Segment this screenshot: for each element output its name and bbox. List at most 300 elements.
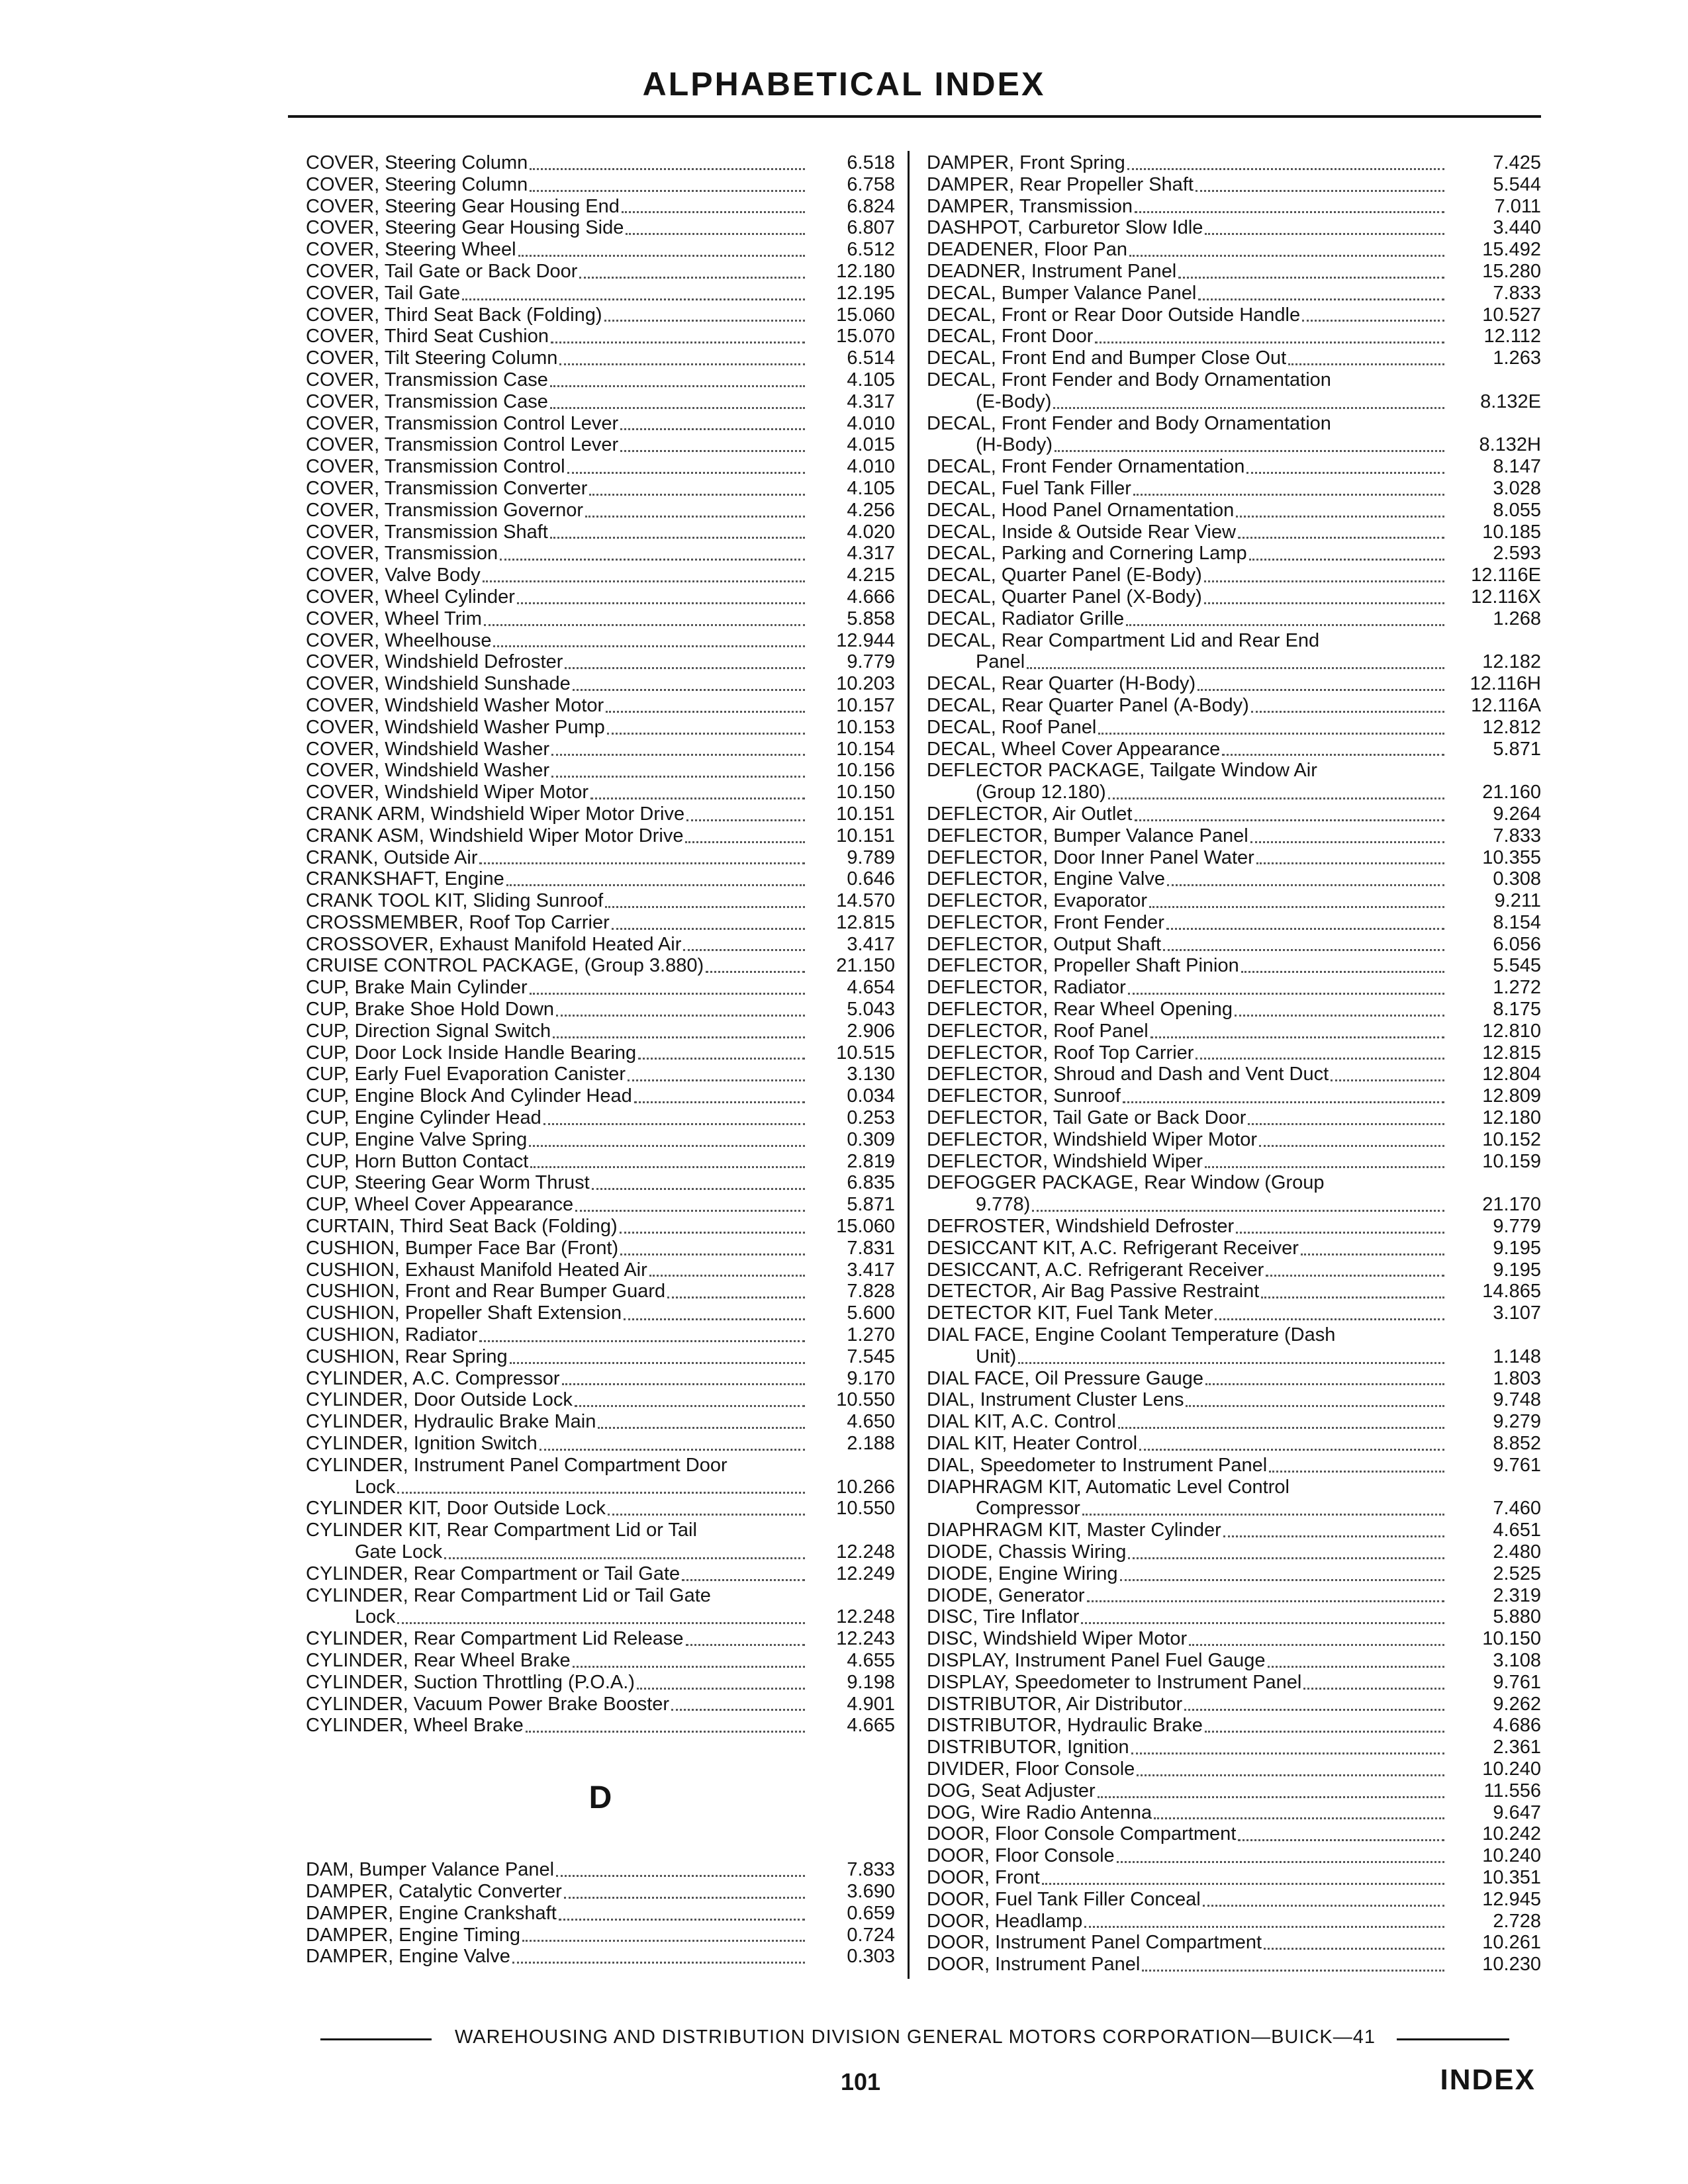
- entry-name: COVER, Transmission Control: [306, 456, 565, 478]
- dot-leader: [1042, 1883, 1444, 1885]
- entry-name: DAMPER, Front Spring: [927, 152, 1125, 173]
- entry-name: DIODE, Engine Wiring: [927, 1563, 1118, 1584]
- index-entry: [306, 1694, 895, 1715]
- entry-page-ref: 7.831: [847, 1237, 895, 1259]
- dot-leader: [550, 407, 805, 409]
- index-entry: [927, 586, 1541, 608]
- index-entry: [927, 1867, 1541, 1889]
- index-entry: [306, 1021, 895, 1042]
- entry-name: CUP, Early Fuel Evaporation Canister: [306, 1064, 626, 1085]
- entry-page-ref: 5.545: [1493, 955, 1541, 977]
- entry-name: DOOR, Floor Console Compartment: [927, 1823, 1237, 1845]
- entry-name: CROSSOVER, Exhaust Manifold Heated Air: [306, 933, 682, 955]
- entry-name: COVER, Transmission Shaft: [306, 521, 548, 543]
- index-entry: [306, 304, 895, 326]
- entry-name: CURTAIN, Third Seat Back (Folding): [306, 1216, 618, 1238]
- index-entry: [927, 890, 1541, 912]
- index-entry: [927, 1389, 1541, 1411]
- dot-leader: [1269, 1471, 1444, 1473]
- entry-page-ref: 8.055: [1493, 499, 1541, 521]
- index-entry: [306, 239, 895, 261]
- index-entry: [927, 1107, 1541, 1129]
- entry-name: DECAL, Roof Panel: [927, 716, 1097, 738]
- entry-page-ref: 2.593: [1493, 543, 1541, 565]
- dot-leader: [589, 494, 805, 496]
- index-entry: [306, 261, 895, 283]
- entry-page-ref: 4.015: [847, 434, 895, 456]
- entry-name: DEFLECTOR, Door Inner Panel Water: [927, 846, 1254, 868]
- index-entry: [927, 543, 1541, 565]
- entry-page-ref: 4.655: [847, 1649, 895, 1671]
- index-entry: [927, 1346, 1541, 1368]
- entry-name: COVER, Transmission Control Lever: [306, 412, 619, 434]
- index-entry: [927, 847, 1541, 869]
- index-entry: [306, 739, 895, 760]
- entry-name: DESICCANT, A.C. Refrigerant Receiver: [927, 1259, 1264, 1281]
- entry-name: DEFROSTER, Windshield Defroster: [927, 1216, 1235, 1238]
- entry-page-ref: 9.195: [1493, 1237, 1541, 1259]
- index-entry: [927, 1411, 1541, 1433]
- entry-name: DECAL, Radiator Grille: [927, 608, 1125, 629]
- dot-leader: [620, 450, 805, 452]
- entry-name: (Group 12.180): [976, 782, 1106, 803]
- index-entry: [927, 651, 1541, 673]
- index-entry: [306, 912, 895, 934]
- entry-name: DIAL FACE, Oil Pressure Gauge: [927, 1367, 1203, 1389]
- index-entry: [927, 1541, 1541, 1563]
- entry-name: (E-Body): [976, 390, 1052, 412]
- index-entry: [927, 1368, 1541, 1390]
- index-entry: [927, 1064, 1541, 1085]
- index-entry: [306, 391, 895, 413]
- entry-name: DECAL, Front Fender Ornamentation: [927, 456, 1245, 478]
- index-entry: [927, 1911, 1541, 1933]
- entry-name: Lock: [355, 1476, 396, 1498]
- entry-page-ref: 10.240: [1482, 1845, 1541, 1867]
- index-entry: [306, 1946, 895, 1968]
- dot-leader: [1241, 971, 1444, 973]
- entry-name: DOG, Wire Radio Antenna: [927, 1801, 1152, 1823]
- entry-name: DAMPER, Engine Valve: [306, 1946, 510, 1968]
- entry-page-ref: 9.198: [847, 1671, 895, 1693]
- entry-name: CYLINDER, Rear Compartment or Tail Gate: [306, 1563, 680, 1584]
- entry-name: DEFLECTOR, Radiator: [927, 977, 1126, 999]
- entry-name: DISTRIBUTOR, Hydraulic Brake: [927, 1715, 1203, 1737]
- entry-name: DEFLECTOR, Output Shaft: [927, 933, 1162, 955]
- entry-name: CYLINDER, Ignition Switch: [306, 1433, 538, 1455]
- entry-page-ref: 4.020: [847, 521, 895, 543]
- dot-leader: [607, 733, 805, 735]
- left-entry-list: [306, 152, 895, 1737]
- entry-name: COVER, Transmission Case: [306, 390, 548, 412]
- dot-leader: [1087, 1600, 1444, 1602]
- entry-page-ref: 21.170: [1482, 1194, 1541, 1216]
- entry-name: CUP, Door Lock Inside Handle Bearing: [306, 1042, 637, 1064]
- entry-name: DEFLECTOR, Air Outlet: [927, 803, 1133, 825]
- entry-name: COVER, Windshield Washer Pump: [306, 716, 605, 738]
- dot-leader: [579, 277, 805, 279]
- index-entry: [306, 1259, 895, 1281]
- entry-name: DAMPER, Engine Crankshaft: [306, 1902, 557, 1924]
- entry-name: DEFOGGER PACKAGE, Rear Window (Group: [927, 1172, 1325, 1194]
- entry-page-ref: 12.116A: [1471, 694, 1541, 716]
- entry-name: DISPLAY, Speedometer to Instrument Panel: [927, 1671, 1302, 1693]
- entry-page-ref: 3.417: [847, 933, 895, 955]
- footer-left-rule: [320, 2038, 432, 2040]
- dot-leader: [1131, 1752, 1444, 1754]
- dot-leader: [585, 516, 805, 518]
- index-entry: [306, 413, 895, 435]
- entry-page-ref: 10.159: [1482, 1150, 1541, 1172]
- index-entry: [927, 1302, 1541, 1324]
- index-entry: [306, 1881, 895, 1903]
- dot-leader: [575, 1210, 805, 1212]
- entry-name: DEFLECTOR PACKAGE, Tailgate Window Air: [927, 760, 1317, 782]
- entry-page-ref: 5.871: [847, 1194, 895, 1216]
- left-index-column: [306, 152, 895, 1968]
- entry-name: DASHPOT, Carburetor Slow Idle: [927, 217, 1203, 239]
- dot-leader: [1126, 624, 1444, 626]
- entry-name: COVER, Third Seat Back (Folding): [306, 304, 602, 326]
- entry-page-ref: 4.666: [847, 586, 895, 608]
- entry-page-ref: 6.824: [847, 195, 895, 217]
- page-number: 101: [840, 2068, 881, 2095]
- entry-name: CRANKSHAFT, Engine: [306, 868, 504, 890]
- entry-page-ref: 12.248: [836, 1606, 895, 1628]
- index-entry: [306, 1411, 895, 1433]
- entry-name: COVER, Transmission: [306, 543, 498, 565]
- dot-leader: [1127, 168, 1444, 170]
- index-entry: [306, 1650, 895, 1672]
- entry-name: CYLINDER, A.C. Compressor: [306, 1367, 560, 1389]
- index-entry: [927, 1259, 1541, 1281]
- index-entry: [927, 868, 1541, 890]
- dot-leader: [683, 949, 805, 951]
- index-entry: [306, 369, 895, 391]
- dot-leader: [1256, 862, 1444, 864]
- dot-leader: [1301, 1253, 1444, 1255]
- index-entry: [306, 456, 895, 478]
- dot-leader: [620, 1232, 805, 1234]
- index-entry: [927, 803, 1541, 825]
- entry-page-ref: 15.280: [1482, 260, 1541, 282]
- entry-page-ref: 12.815: [836, 911, 895, 933]
- entry-name: DEFLECTOR, Windshield Wiper Motor: [927, 1128, 1258, 1150]
- index-entry: [306, 1389, 895, 1411]
- index-entry: [927, 261, 1541, 283]
- entry-name: DECAL, Hood Panel Ornamentation: [927, 499, 1235, 521]
- dot-leader: [1222, 754, 1444, 756]
- entry-name: DECAL, Rear Compartment Lid and Rear End: [927, 629, 1320, 651]
- entry-name: CYLINDER, Wheel Brake: [306, 1715, 524, 1737]
- dot-leader: [590, 797, 805, 799]
- dot-leader: [1133, 494, 1444, 496]
- entry-name: DISTRIBUTOR, Air Distributor: [927, 1693, 1183, 1715]
- entry-name: CYLINDER KIT, Door Outside Lock: [306, 1498, 606, 1520]
- entry-name: DEFLECTOR, Engine Valve: [927, 868, 1165, 890]
- entry-name: DIAL KIT, Heater Control: [927, 1433, 1138, 1455]
- index-entry: [927, 608, 1541, 630]
- entry-name: CYLINDER, Suction Throttling (P.O.A.): [306, 1671, 635, 1693]
- index-entry: [927, 630, 1541, 652]
- dot-leader: [592, 1188, 805, 1190]
- dot-leader: [553, 1036, 805, 1038]
- entry-name: DAMPER, Rear Propeller Shaft: [927, 173, 1194, 195]
- entry-page-ref: 0.308: [1493, 868, 1541, 890]
- entry-name: COVER, Third Seat Cushion: [306, 326, 549, 347]
- index-entry: [927, 1172, 1541, 1194]
- dot-leader: [671, 1709, 805, 1711]
- index-entry: [306, 1606, 895, 1628]
- entry-name: CUSHION, Front and Rear Bumper Guard: [306, 1281, 666, 1302]
- title-rule: [288, 115, 1541, 118]
- dot-leader: [551, 754, 805, 756]
- entry-name: DISTRIBUTOR, Ignition: [927, 1737, 1129, 1758]
- dot-leader: [444, 1557, 805, 1559]
- dot-leader: [1120, 1579, 1445, 1581]
- dot-leader: [1128, 993, 1444, 995]
- entry-page-ref: 0.646: [847, 868, 895, 890]
- entry-page-ref: 3.028: [1493, 477, 1541, 499]
- entry-name: COVER, Windshield Washer Motor: [306, 694, 604, 716]
- index-entry: [306, 478, 895, 500]
- index-entry: [306, 695, 895, 717]
- index-entry: [927, 217, 1541, 239]
- dot-leader: [517, 602, 805, 604]
- entry-name: DOOR, Fuel Tank Filler Conceal: [927, 1888, 1201, 1910]
- index-entry: [306, 1129, 895, 1151]
- entry-page-ref: 12.804: [1482, 1064, 1541, 1085]
- entry-page-ref: 9.779: [1493, 1216, 1541, 1238]
- entry-name: COVER, Transmission Control Lever: [306, 434, 619, 456]
- entry-page-ref: 12.116X: [1471, 586, 1541, 608]
- entry-page-ref: 10.515: [836, 1042, 895, 1064]
- entry-page-ref: 6.512: [847, 239, 895, 261]
- entry-name: CUSHION, Bumper Face Bar (Front): [306, 1237, 619, 1259]
- dot-leader: [612, 928, 805, 930]
- dot-leader: [530, 168, 805, 170]
- entry-page-ref: 10.527: [1482, 304, 1541, 326]
- entry-name: COVER, Tail Gate or Back Door: [306, 260, 578, 282]
- dot-leader: [530, 190, 805, 192]
- dot-leader: [1205, 1731, 1444, 1733]
- index-entry: [927, 695, 1541, 717]
- entry-page-ref: 5.043: [847, 999, 895, 1021]
- dot-leader: [1331, 1079, 1444, 1081]
- entry-name: DESICCANT KIT, A.C. Refrigerant Receiver: [927, 1237, 1299, 1259]
- dot-leader: [1249, 559, 1444, 561]
- entry-name: CRANK TOOL KIT, Sliding Sunroof: [306, 890, 604, 912]
- dot-leader: [539, 1449, 805, 1451]
- dot-leader: [1203, 1905, 1444, 1907]
- entry-name: DIODE, Generator: [927, 1584, 1085, 1606]
- dot-leader: [1288, 363, 1444, 365]
- dot-leader: [479, 862, 805, 864]
- entry-name: CRANK, Outside Air: [306, 846, 478, 868]
- entry-name: COVER, Wheelhouse: [306, 629, 492, 651]
- index-entry: [306, 1628, 895, 1650]
- entry-page-ref: 14.865: [1482, 1281, 1541, 1302]
- entry-name: CUP, Engine Cylinder Head: [306, 1107, 541, 1129]
- entry-page-ref: 5.880: [1493, 1606, 1541, 1628]
- dot-leader: [1189, 1644, 1444, 1646]
- entry-name: DOOR, Instrument Panel: [927, 1954, 1141, 1976]
- entry-page-ref: 6.758: [847, 173, 895, 195]
- entry-name: Compressor: [976, 1498, 1080, 1520]
- entry-page-ref: 9.761: [1493, 1454, 1541, 1476]
- index-entry: [927, 1563, 1541, 1585]
- index-entry: [306, 1520, 895, 1541]
- entry-name: COVER, Valve Body: [306, 565, 481, 586]
- dot-leader: [1167, 884, 1444, 886]
- index-entry: [306, 565, 895, 586]
- entry-page-ref: 4.651: [1493, 1520, 1541, 1541]
- entry-name: COVER, Steering Gear Housing Side: [306, 217, 624, 239]
- dot-leader: [1081, 1622, 1444, 1624]
- dot-leader: [1250, 841, 1444, 843]
- index-entry: [306, 1672, 895, 1694]
- dot-leader: [634, 1101, 805, 1103]
- footer-right-rule: [1397, 2038, 1509, 2040]
- index-entry: [306, 1281, 895, 1302]
- entry-page-ref: 1.268: [1493, 608, 1541, 629]
- entry-page-ref: 12.248: [836, 1541, 895, 1563]
- entry-name: DECAL, Quarter Panel (E-Body): [927, 565, 1202, 586]
- index-entry: [927, 1672, 1541, 1694]
- dot-leader: [510, 1362, 805, 1364]
- entry-page-ref: 9.761: [1493, 1671, 1541, 1693]
- index-entry: [306, 283, 895, 304]
- entry-name: COVER, Transmission Converter: [306, 477, 588, 499]
- entry-name: CUP, Engine Valve Spring: [306, 1128, 528, 1150]
- entry-page-ref: 12.944: [836, 629, 895, 651]
- entry-name: 9.778): [976, 1194, 1031, 1216]
- entry-page-ref: 6.514: [847, 347, 895, 369]
- dot-leader: [637, 1688, 805, 1690]
- index-entry: [927, 739, 1541, 760]
- index-entry: [927, 1780, 1541, 1802]
- dot-leader: [1128, 1557, 1444, 1559]
- index-entry: [927, 1606, 1541, 1628]
- entry-name: COVER, Windshield Sunshade: [306, 673, 571, 695]
- entry-name: CUSHION, Propeller Shaft Extension: [306, 1302, 622, 1324]
- entry-page-ref: 4.650: [847, 1411, 895, 1433]
- dot-leader: [1154, 1817, 1444, 1819]
- entry-name: COVER, Transmission Governor: [306, 499, 584, 521]
- dot-leader: [522, 1940, 805, 1942]
- entry-page-ref: 10.203: [836, 673, 895, 695]
- index-entry: [927, 1216, 1541, 1238]
- entry-page-ref: 10.185: [1482, 521, 1541, 543]
- dot-leader: [1142, 1970, 1444, 1972]
- index-entry: [306, 890, 895, 912]
- entry-name: COVER, Wheel Trim: [306, 608, 482, 629]
- dot-leader: [638, 1058, 805, 1060]
- dot-leader: [604, 320, 805, 322]
- index-entry: [306, 1585, 895, 1607]
- dot-leader: [397, 1622, 805, 1624]
- entry-page-ref: 10.355: [1482, 846, 1541, 868]
- index-entry: [927, 782, 1541, 803]
- dot-leader: [1108, 797, 1444, 799]
- dot-leader: [598, 1427, 805, 1429]
- entry-name: CUP, Horn Button Contact: [306, 1150, 529, 1172]
- entry-page-ref: 3.440: [1493, 217, 1541, 239]
- dot-leader: [1032, 1210, 1444, 1212]
- entry-page-ref: 0.034: [847, 1085, 895, 1107]
- entry-page-ref: 12.195: [836, 282, 895, 304]
- dot-leader: [1261, 1297, 1444, 1298]
- entry-name: CUSHION, Exhaust Manifold Heated Air: [306, 1259, 647, 1281]
- dot-leader: [1163, 949, 1444, 951]
- entry-name: COVER, Wheel Cylinder: [306, 586, 515, 608]
- dot-leader: [620, 428, 805, 430]
- footer-publisher-text: WAREHOUSING AND DISTRIBUTION DIVISION GENERAL MOTORS CORPORATION—BUICK—41: [454, 2026, 1376, 2048]
- entry-name: Lock: [355, 1606, 396, 1628]
- entry-name: CYLINDER, Vacuum Power Brake Booster: [306, 1693, 670, 1715]
- index-entry: [306, 326, 895, 347]
- entry-name: COVER, Steering Gear Housing End: [306, 195, 620, 217]
- index-entry: [306, 1433, 895, 1455]
- dot-leader: [1082, 1514, 1444, 1516]
- entry-name: DEADNER, Instrument Panel: [927, 260, 1177, 282]
- entry-name: COVER, Tail Gate: [306, 282, 461, 304]
- entry-page-ref: 3.417: [847, 1259, 895, 1281]
- entry-name: CUP, Steering Gear Worm Thrust: [306, 1172, 590, 1194]
- entry-page-ref: 9.279: [1493, 1411, 1541, 1433]
- entry-page-ref: 10.151: [836, 803, 895, 825]
- entry-page-ref: 3.690: [847, 1880, 895, 1902]
- index-entry: [306, 1216, 895, 1238]
- entry-page-ref: 2.819: [847, 1150, 895, 1172]
- entry-name: CUP, Wheel Cover Appearance: [306, 1194, 574, 1216]
- index-entry: [306, 1455, 895, 1477]
- entry-page-ref: 8.147: [1493, 456, 1541, 478]
- dot-leader: [573, 689, 805, 691]
- dot-leader: [1198, 298, 1444, 300]
- entry-name: DEFLECTOR, Shroud and Dash and Vent Duct: [927, 1064, 1329, 1085]
- dot-leader: [605, 906, 805, 908]
- index-entry: [927, 1737, 1541, 1758]
- dot-leader: [686, 819, 805, 821]
- entry-name: DISC, Windshield Wiper Motor: [927, 1628, 1188, 1650]
- index-entry: [306, 955, 895, 977]
- entry-name: CUSHION, Radiator: [306, 1324, 478, 1346]
- right-index-column: [927, 152, 1541, 1976]
- entry-page-ref: 1.263: [1493, 347, 1541, 369]
- entry-page-ref: 9.211: [1494, 890, 1541, 912]
- index-entry: [306, 717, 895, 739]
- entry-name: DOOR, Floor Console: [927, 1845, 1115, 1867]
- entry-name: DIAL FACE, Engine Coolant Temperature (Dash: [927, 1324, 1336, 1346]
- entry-page-ref: 4.105: [847, 477, 895, 499]
- index-entry: [306, 999, 895, 1021]
- entry-page-ref: 14.570: [836, 890, 895, 912]
- entry-page-ref: 21.150: [836, 955, 895, 977]
- entry-name: CYLINDER KIT, Rear Compartment Lid or Tail: [306, 1520, 697, 1541]
- index-entry: [306, 434, 895, 456]
- index-entry: [927, 1823, 1541, 1845]
- entry-name: Gate Lock: [355, 1541, 443, 1563]
- dot-leader: [567, 472, 805, 474]
- index-entry: [927, 825, 1541, 847]
- dot-leader: [562, 1383, 805, 1385]
- entry-name: DEFLECTOR, Roof Panel: [927, 1020, 1149, 1042]
- dot-leader: [564, 1897, 805, 1899]
- dot-leader: [1264, 1948, 1444, 1950]
- dot-leader: [484, 624, 805, 626]
- index-entry: [927, 1628, 1541, 1650]
